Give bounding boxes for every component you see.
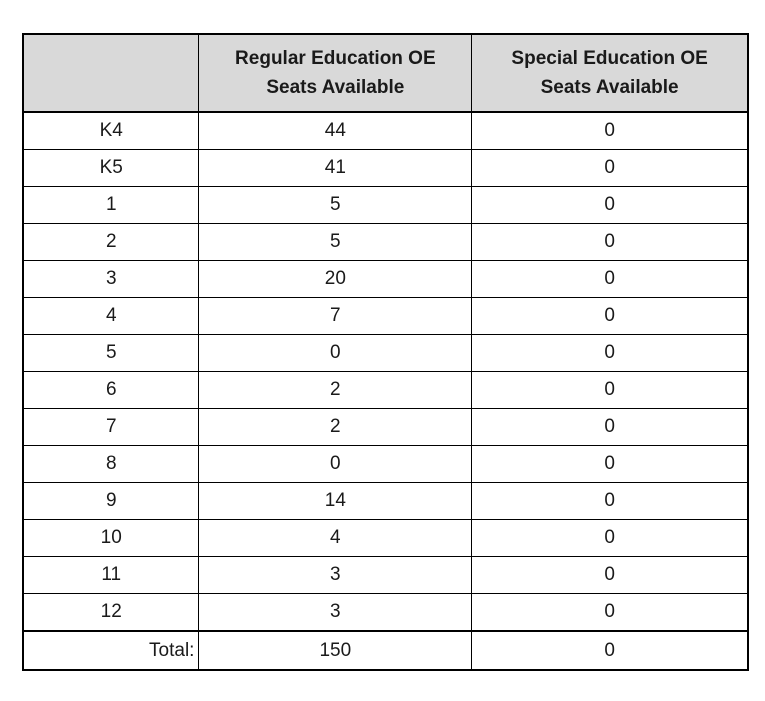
table-row (23, 557, 748, 594)
regular-seats-cell: 44 (199, 112, 472, 150)
special-seats-cell: 0 (472, 112, 748, 150)
total-label: Total: (23, 631, 199, 670)
total-row (23, 631, 748, 670)
special-seats-cell: 0 (472, 372, 748, 409)
table-row (23, 112, 748, 150)
special-seats-cell: 0 (472, 224, 748, 261)
table-row (23, 483, 748, 520)
grade-cell: 9 (23, 483, 199, 520)
table-row (23, 261, 748, 298)
grade-cell: 1 (23, 187, 199, 224)
grade-cell: 10 (23, 520, 199, 557)
grade-cell: K5 (23, 150, 199, 187)
table-row (23, 335, 748, 372)
regular-seats-cell: 0 (199, 335, 472, 372)
special-seats-cell: 0 (472, 261, 748, 298)
table-body (23, 112, 748, 631)
grade-cell: K4 (23, 112, 199, 150)
header-special-line-1: Special Education OE (511, 48, 708, 69)
grade-cell: 3 (23, 261, 199, 298)
grade-cell: 5 (23, 335, 199, 372)
special-seats-cell: 0 (472, 150, 748, 187)
regular-seats-cell: 4 (199, 520, 472, 557)
table-row (23, 224, 748, 261)
regular-seats-cell: 14 (199, 483, 472, 520)
regular-seats-cell: 2 (199, 409, 472, 446)
regular-seats-cell: 0 (199, 446, 472, 483)
table-row (23, 150, 748, 187)
table-row (23, 520, 748, 557)
table-row (23, 446, 748, 483)
grade-cell: 12 (23, 594, 199, 632)
regular-seats-cell: 5 (199, 187, 472, 224)
grade-cell: 6 (23, 372, 199, 409)
table-row (23, 409, 748, 446)
special-seats-cell: 0 (472, 594, 748, 632)
grade-cell: 4 (23, 298, 199, 335)
special-seats-cell: 0 (472, 483, 748, 520)
special-seats-cell: 0 (472, 446, 748, 483)
special-seats-cell: 0 (472, 557, 748, 594)
special-seats-cell: 0 (472, 409, 748, 446)
regular-seats-cell: 7 (199, 298, 472, 335)
special-seats-cell: 0 (472, 298, 748, 335)
grade-cell: 2 (23, 224, 199, 261)
header-regular-line-1: Regular Education OE (235, 48, 436, 69)
table-row (23, 372, 748, 409)
grade-cell: 7 (23, 409, 199, 446)
header-special-education-seats (472, 34, 748, 112)
table-row (23, 187, 748, 224)
header-corner-cell (23, 34, 199, 112)
header-regular-line-2: Seats Available (266, 77, 405, 98)
special-seats-cell: 0 (472, 187, 748, 224)
special-seats-cell: 0 (472, 520, 748, 557)
regular-seats-cell: 5 (199, 224, 472, 261)
header-row (23, 34, 748, 112)
header-special-line-2: Seats Available (540, 77, 679, 98)
grade-cell: 11 (23, 557, 199, 594)
regular-seats-cell: 3 (199, 594, 472, 632)
table-header (23, 34, 748, 112)
regular-seats-cell: 2 (199, 372, 472, 409)
open-enrollment-seats-table (22, 33, 749, 671)
special-seats-cell: 0 (472, 335, 748, 372)
table-footer (23, 631, 748, 670)
total-special-seats: 0 (472, 631, 748, 670)
table-row (23, 298, 748, 335)
regular-seats-cell: 20 (199, 261, 472, 298)
header-regular-education-seats (199, 34, 472, 112)
regular-seats-cell: 3 (199, 557, 472, 594)
table-row (23, 594, 748, 632)
total-regular-seats: 150 (199, 631, 472, 670)
regular-seats-cell: 41 (199, 150, 472, 187)
grade-cell: 8 (23, 446, 199, 483)
